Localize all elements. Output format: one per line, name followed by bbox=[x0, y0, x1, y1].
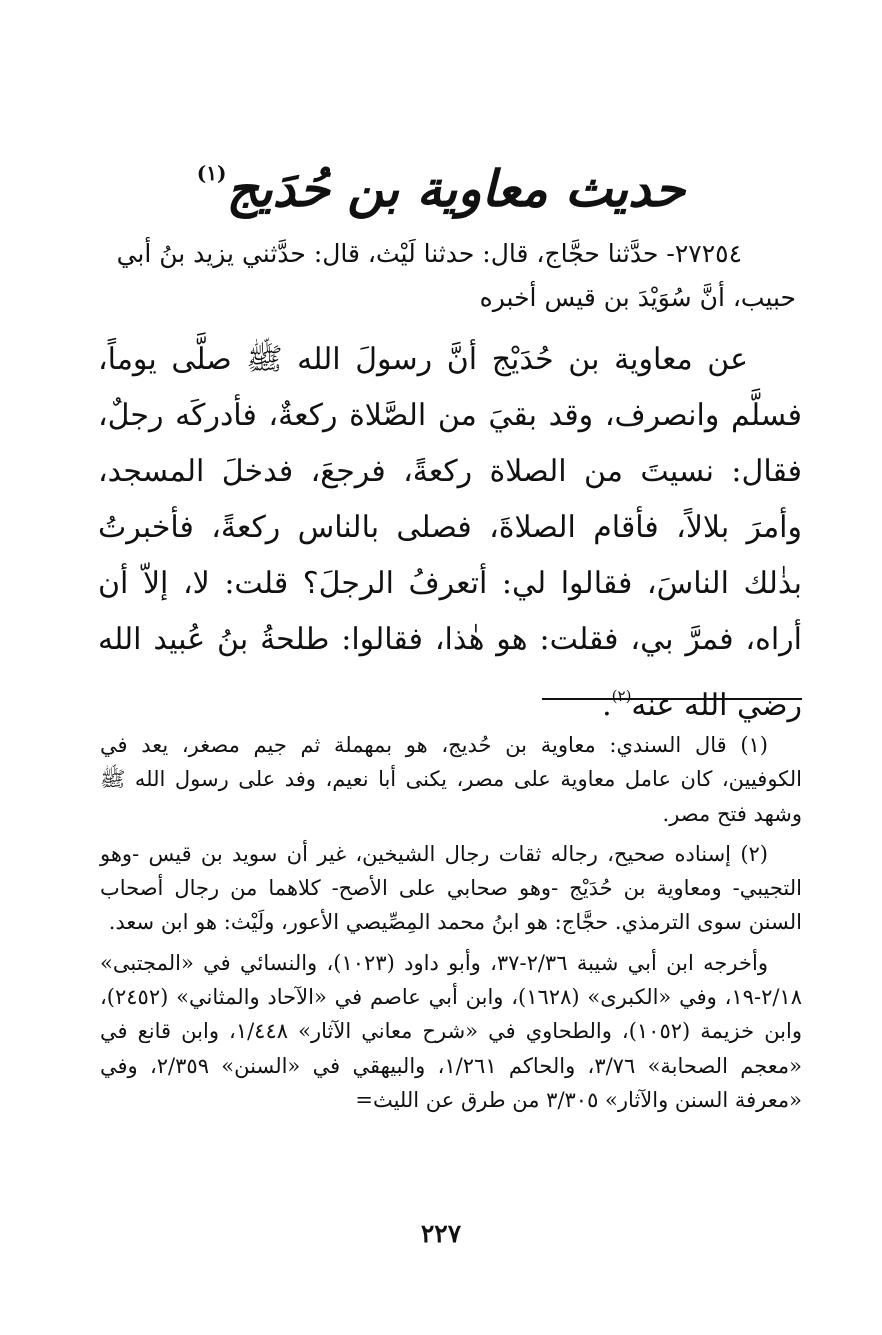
hadith-text: عن معاوية بن حُدَيْج أنَّ رسولَ الله ﷺ صلَّى يوماً، فسلَّم وانصرف، وقد بقيَ من الصَّلاة ركعةٌ، فأدركَه رجلٌ، فقال: نسيتَ من الصلاة ركعةً، فرجعَ، فدخلَ المسجد، وأمرَ بلالاً، فأقام الصلاةَ، فصلى بالناس ركعةً، فأخبرتُ بذٰلك الناسَ، فقالوا لي: أتعرفُ الرجلَ؟ قلت: لا، إلاّ أن أراه، فمرَّ بي، فقلت: هو هٰذا، فقالوا: طلحةُ بنُ عُبيد الله رضي الله عنه bbox=[98, 342, 802, 723]
hadith-matn bbox=[98, 332, 802, 734]
chapter-title bbox=[0, 138, 882, 224]
footnotes bbox=[100, 728, 802, 1117]
footnote-2: (٢) إسناده صحيح، رجاله ثقات رجال الشيخين، غير أن سويد بن قيس -وهو التجيبي- ومعاوية بن حُدَيْج -وهو صحابي على الأصح- كلاهما من رجال أصحاب السنن سوى الترمذي. حجَّاج: هو ابنُ محمد المِصِّيصي الأعور، ولَيْث: هو ابن سعد. bbox=[100, 841, 802, 935]
chapter-title-text: حديث معاوية بن حُدَيج bbox=[226, 159, 686, 218]
hadith-isnad bbox=[98, 232, 796, 320]
isnad-line-2: حبيب، أنَّ سُوَيْدَ بن قيس أخبره bbox=[479, 283, 796, 312]
hadith-footnote-marker: (٢) bbox=[611, 687, 632, 705]
isnad-line-1: ٢٧٢٥٤- حدَّثنا حجَّاج، قال: حدثنا لَيْث، قال: حدَّثني يزيد بنُ أبي bbox=[116, 239, 742, 268]
footnote-1: (١) قال السندي: معاوية بن حُديج، هو بمهملة ثم جيم مصغر، يعد في الكوفيين، كان عامل معاوية على مصر، يكنى أبا نعيم، وفد على رسول الله ﷺ وشهد فتح مصر. bbox=[100, 733, 802, 826]
footnote-2-continued: وأخرجه ابن أبي شيبة ٢/٣٦-٣٧، وأبو داود (١٠٢٣)، والنسائي في «المجتبى» ٢/١٨-١٩، وفي «الكبرى» (١٦٢٨)، وابن أبي عاصم في «الآحاد والمثاني» (٢٤٥٢)، وابن خزيمة (١٠٥٢)، والطحاوي في «شرح معاني الآثار» ١/٤٤٨، وابن قانع في «معجم الصحابة» ٣/٧٦، والحاكم ١/٢٦١، والبيهقي في «السنن» ٢/٣٥٩، وفي «معرفة السنن والآثار» ٣/٣٠٥ من طرق عن الليث= bbox=[100, 950, 802, 1112]
title-footnote-marker: (١) bbox=[196, 161, 227, 185]
page-number: ٢٢٧ bbox=[420, 1219, 462, 1248]
footnote-separator bbox=[542, 698, 802, 700]
hadith-paragraph: عن معاوية بن حُدَيْج أنَّ رسولَ الله ﷺ صلَّى يوماً، فسلَّم وانصرف، وقد بقيَ من الصَّلاة ركعةٌ، فأدركَه رجلٌ، فقال: نسيتَ من الصلاة ركعةً، فرجعَ، فدخلَ المسجد، وأمرَ بلالاً، فأقام الصلاةَ، فصلى بالناس ركعةً، فأخبرتُ بذٰلك الناسَ، فقالوا لي: أتعرفُ الرجلَ؟ قلت: لا، إلاّ أن أراه، فمرَّ بي، فقلت: هو هٰذا، فقالوا: طلحةُ بنُ عُبيد الله رضي الله عنه$^{(٢)}$. bbox=[98, 342, 802, 723]
